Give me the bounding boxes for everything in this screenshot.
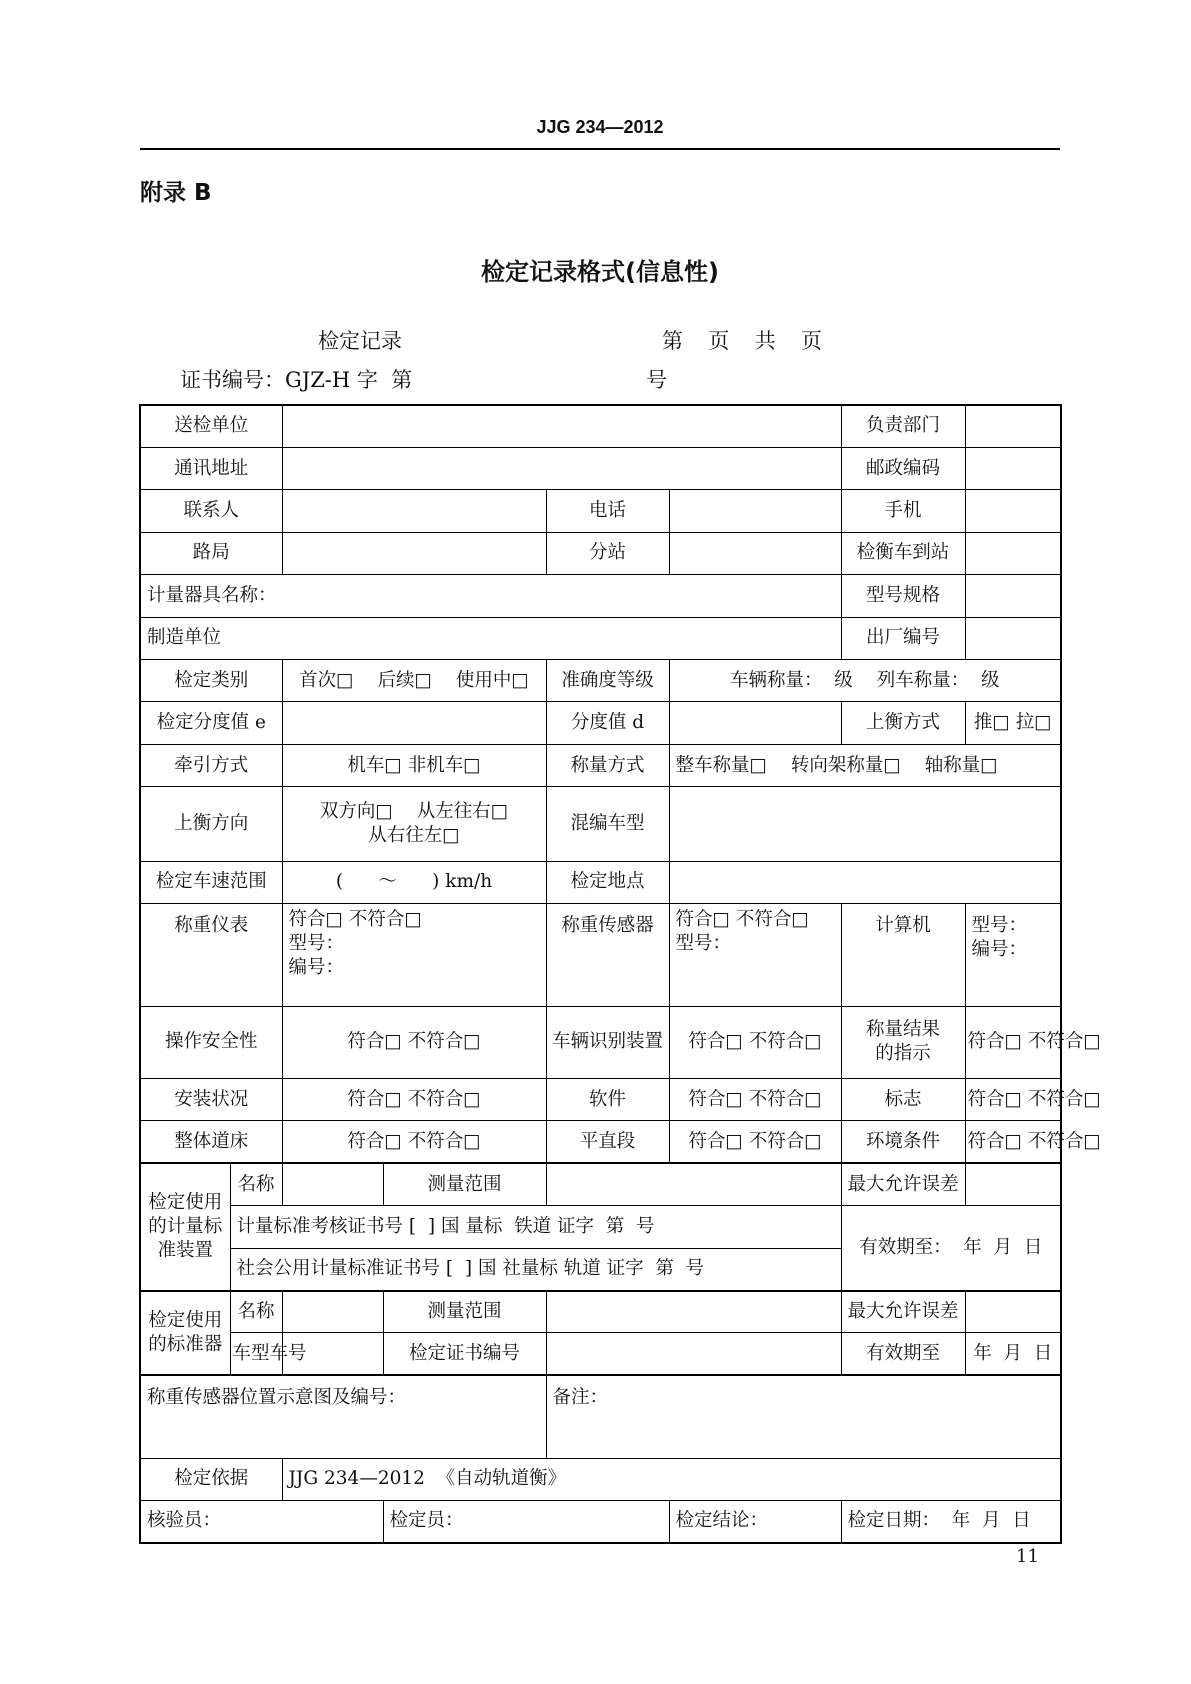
label-environment: 环境条件: [841, 1121, 965, 1163]
label-submitting-unit: 送检单位: [140, 405, 282, 447]
load-cell-model-label: 型号：: [675, 933, 732, 954]
label-vehicle-id-device: 车辆识别装置: [546, 1006, 669, 1078]
label-computer: 计算机: [841, 903, 965, 1006]
standard-device-label-line1: 检定使用: [148, 1191, 223, 1213]
std-device-validity[interactable]: 有效期至： 年 月 日: [841, 1206, 1061, 1291]
label-contact: 联系人: [140, 490, 282, 532]
label-straight-section: 平直段: [546, 1121, 669, 1163]
label-standard-validity: 有效期至: [841, 1333, 965, 1375]
verification-type-options[interactable]: [282, 660, 546, 702]
label-responsible-dept: 负责部门: [841, 405, 965, 447]
label-serial-number: 出厂编号: [841, 617, 965, 659]
standard-device-label-line2: 的计量标: [148, 1215, 223, 1237]
vehicle-weighing-class: 车辆称量： 级: [730, 669, 853, 691]
header-rule: [140, 148, 1060, 150]
label-railway-bureau: 路局: [140, 532, 282, 574]
option-whole-car[interactable]: 整车称量□: [675, 754, 767, 776]
label-mobile: 手机: [841, 490, 965, 532]
substation-field[interactable]: [669, 532, 841, 574]
label-model-spec: 型号规格: [841, 575, 965, 617]
page-title: 检定记录格式(信息性): [481, 258, 719, 286]
model-spec-field[interactable]: [965, 575, 1061, 617]
contact-field[interactable]: [282, 490, 546, 532]
assessment-certificate-number[interactable]: 计量标准考核证书号 [ ] 国 量标 铁道 证字 第 号: [230, 1206, 841, 1248]
label-speed-range: 检定车速范围: [140, 861, 282, 903]
label-verification-cert-number: 检定证书编号: [383, 1333, 546, 1375]
environment-conformity[interactable]: 符合□ 不符合□: [965, 1121, 1061, 1163]
vehicle-id-conformity[interactable]: 符合□ 不符合□: [669, 1006, 841, 1078]
label-standard-device: [140, 1163, 230, 1290]
label-postal-code: 邮政编码: [841, 447, 965, 489]
label-software: 软件: [546, 1078, 669, 1120]
appendix-label: 附录 B: [140, 180, 212, 206]
record-title: 检定记录: [318, 329, 402, 353]
label-loading-direction: 上衡方向: [140, 787, 282, 861]
page-info: 第 页 共 页: [662, 329, 823, 353]
weighing-indicator-field[interactable]: [282, 903, 546, 1006]
label-standard-name: 名称: [230, 1291, 282, 1333]
train-weighing-class: 列车称量： 级: [876, 669, 1000, 691]
verification-cert-number-field[interactable]: [546, 1333, 841, 1375]
loading-direction-options[interactable]: [282, 787, 546, 861]
address-field[interactable]: [282, 447, 841, 489]
label-loading-mode: 上衡方式: [841, 702, 965, 744]
label-marking: 标志: [841, 1078, 965, 1120]
weighing-mode-options[interactable]: [669, 744, 1061, 786]
verification-record-form: [139, 404, 1101, 1544]
speed-range-field[interactable]: ( ～ ) km/h: [282, 861, 546, 903]
cert-number-prefix: 证书编号：GJZ-H 字 第: [180, 368, 413, 392]
label-substation: 分站: [546, 532, 669, 574]
mixed-car-types-field[interactable]: [669, 787, 1061, 861]
standard-instrument-label-line2: 的标准器: [148, 1333, 223, 1355]
verification-division-field[interactable]: [282, 702, 546, 744]
track-bed-conformity[interactable]: 符合□ 不符合□: [282, 1121, 546, 1163]
label-address: 通讯地址: [140, 447, 282, 489]
std-device-name-field[interactable]: [282, 1163, 383, 1205]
load-cell-diagram-field[interactable]: 称重传感器位置示意图及编号：: [140, 1375, 546, 1458]
label-verification-type: 检定类别: [140, 660, 282, 702]
remarks-field[interactable]: 备注：: [546, 1375, 1061, 1458]
indicator-conformity[interactable]: 符合□ 不符合□: [288, 908, 422, 930]
option-pull[interactable]: 拉□: [1015, 712, 1052, 734]
label-vehicle-number: 车型车号: [230, 1333, 282, 1375]
label-std-device-mpe: 最大允许误差: [841, 1163, 965, 1205]
conclusion-field[interactable]: 检定结论：: [669, 1501, 841, 1543]
std-device-mpe-field[interactable]: [965, 1163, 1061, 1205]
standard-range-field[interactable]: [546, 1291, 841, 1333]
option-axle[interactable]: 轴称量□: [924, 754, 998, 776]
label-standard-range: 测量范围: [383, 1291, 546, 1333]
label-accuracy-class: 准确度等级: [546, 660, 669, 702]
option-push[interactable]: 推□: [973, 712, 1010, 734]
checker-signature-field[interactable]: 核验员：: [140, 1501, 383, 1543]
label-phone: 电话: [546, 490, 669, 532]
load-cell-conformity[interactable]: 符合□ 不符合□: [675, 908, 809, 930]
traction-mode-options[interactable]: [282, 744, 546, 786]
option-non-locomotive[interactable]: 非机车□: [407, 754, 481, 776]
standard-mpe-field[interactable]: [965, 1291, 1061, 1333]
label-scale-division: 分度值 d: [546, 702, 669, 744]
label-track-bed: 整体道床: [140, 1121, 282, 1163]
responsible-dept-field[interactable]: [965, 405, 1061, 447]
label-weighing-indicator: 称重仪表: [140, 903, 282, 1006]
verification-basis-value: JJG 234—2012 《自动轨道衡》: [282, 1458, 1061, 1500]
indicator-number-label: 编号：: [288, 957, 345, 979]
label-std-device-range: 测量范围: [383, 1163, 546, 1205]
label-verification-site: 检定地点: [546, 861, 669, 903]
manufacturer-field[interactable]: 制造单位: [140, 617, 841, 659]
cert-number-suffix: 号: [646, 368, 667, 392]
phone-field[interactable]: [669, 490, 841, 532]
loading-mode-options[interactable]: [965, 702, 1061, 744]
label-mixed-car-types: 混编车型: [546, 787, 669, 861]
option-locomotive[interactable]: 机车□: [347, 754, 402, 776]
mobile-field[interactable]: [965, 490, 1061, 532]
label-std-device-name: 名称: [230, 1163, 282, 1205]
submitting-unit-field[interactable]: [282, 405, 841, 447]
public-certificate-number[interactable]: 社会公用计量标准证书号 [ ] 国 社量标 轨道 证字 第 号: [230, 1248, 841, 1290]
page-number: 11: [1016, 1546, 1039, 1567]
accuracy-class-field[interactable]: [669, 660, 1061, 702]
indicator-model-label: 型号：: [288, 933, 345, 954]
computer-number-label: 编号：: [971, 939, 1028, 960]
running-header: JJG 234—2012: [536, 117, 664, 137]
marking-conformity[interactable]: 符合□ 不符合□: [965, 1078, 1061, 1120]
standard-validity-date[interactable]: 年 月 日: [965, 1333, 1061, 1375]
label-load-cell: 称重传感器: [546, 903, 669, 1006]
std-device-range-field[interactable]: [546, 1163, 841, 1205]
option-in-use[interactable]: 使用中□: [455, 669, 529, 691]
instrument-name-field[interactable]: 计量器具名称：: [140, 575, 841, 617]
railway-bureau-field[interactable]: [282, 532, 546, 574]
computer-model-label: 型号：: [971, 914, 1028, 936]
serial-number-field[interactable]: [965, 617, 1061, 659]
option-left-to-right[interactable]: 从左往右□: [416, 800, 509, 822]
software-conformity[interactable]: 符合□ 不符合□: [669, 1078, 841, 1120]
option-right-to-left[interactable]: 从右往左□: [368, 824, 460, 846]
straight-section-conformity[interactable]: 符合□ 不符合□: [669, 1121, 841, 1163]
load-cell-field[interactable]: [669, 903, 841, 1006]
option-both-directions[interactable]: 双方向□: [319, 800, 393, 822]
option-bogie[interactable]: 转向架称量□: [790, 754, 901, 776]
label-installation: 安装状况: [140, 1078, 282, 1120]
label-weighing-mode: 称量方式: [546, 744, 669, 786]
result-indication-conformity[interactable]: 符合□ 不符合□: [965, 1006, 1061, 1078]
label-standard-mpe: 最大允许误差: [841, 1291, 965, 1333]
label-standard-instrument: [140, 1291, 230, 1376]
label-traction-mode: 牵引方式: [140, 744, 282, 786]
option-first[interactable]: 首次□: [299, 669, 354, 691]
test-car-station-field[interactable]: [965, 532, 1061, 574]
label-operation-safety: 操作安全性: [140, 1006, 282, 1078]
label-verification-basis: 检定依据: [140, 1458, 282, 1500]
standard-device-label-line3: 准装置: [157, 1239, 213, 1261]
label-test-car-station: 检衡车到站: [841, 532, 965, 574]
result-indication-line2: 的指示: [875, 1043, 931, 1065]
scale-division-field[interactable]: [669, 702, 841, 744]
standard-name-field[interactable]: [282, 1291, 383, 1333]
installation-conformity[interactable]: 符合□ 不符合□: [282, 1078, 546, 1120]
verifier-signature-field[interactable]: 检定员：: [383, 1501, 669, 1543]
computer-field[interactable]: [965, 903, 1061, 1006]
option-subsequent[interactable]: 后续□: [377, 669, 432, 691]
postal-code-field[interactable]: [965, 447, 1061, 489]
result-indication-line1: 称量结果: [866, 1019, 941, 1041]
verification-date-field[interactable]: 检定日期： 年 月 日: [841, 1501, 1061, 1543]
label-verification-division: 检定分度值 e: [140, 702, 282, 744]
standard-instrument-label-line1: 检定使用: [148, 1309, 223, 1331]
label-result-indication: [841, 1006, 965, 1078]
operation-safety-conformity[interactable]: 符合□ 不符合□: [282, 1006, 546, 1078]
verification-site-field[interactable]: [669, 861, 1061, 903]
